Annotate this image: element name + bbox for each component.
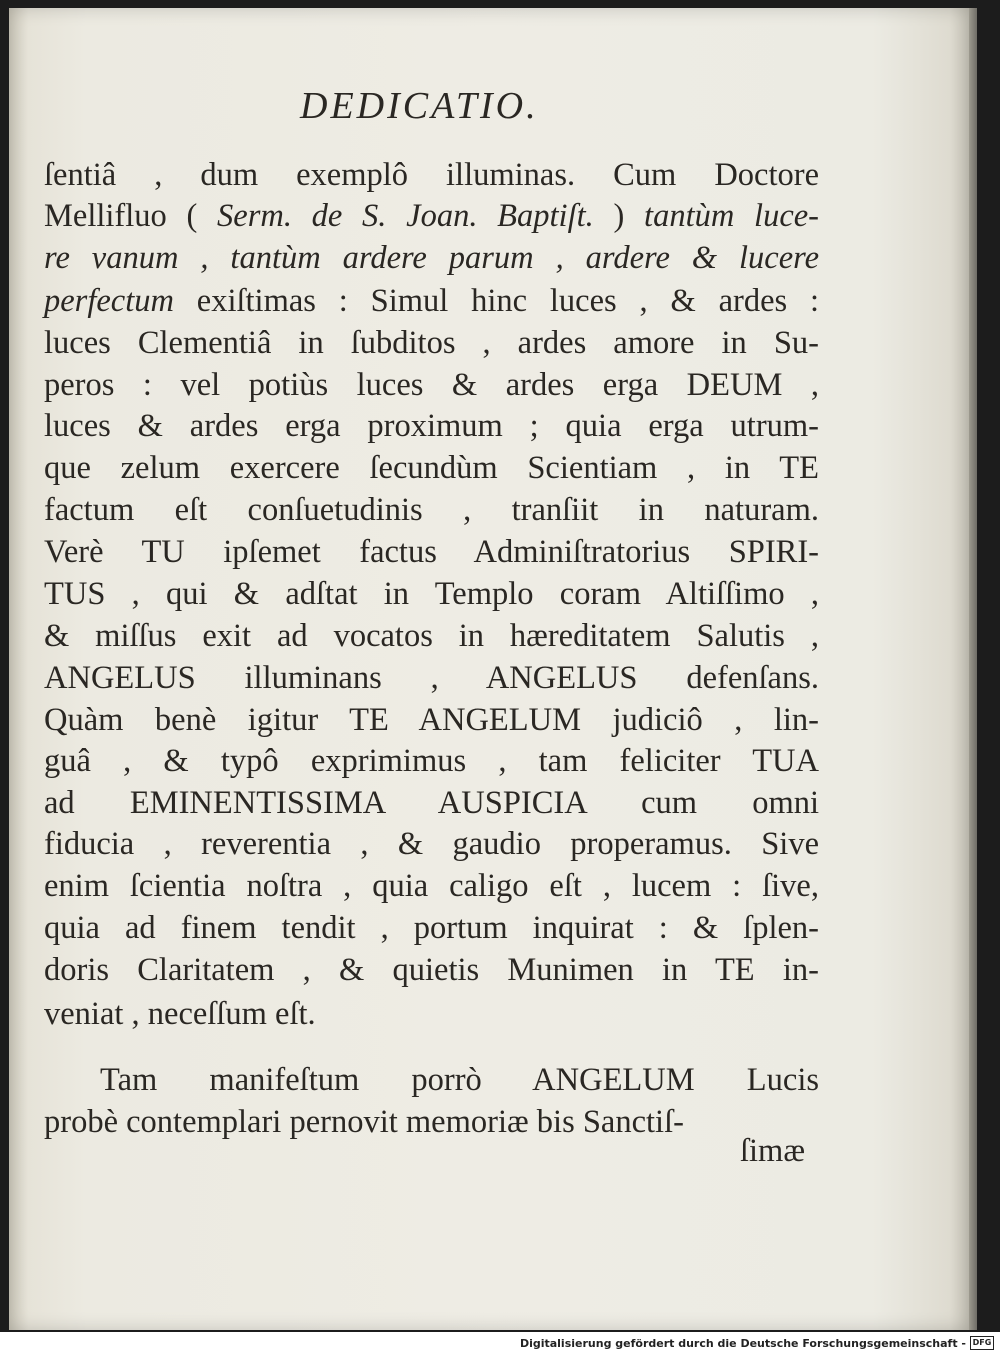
catchword: ſimæ	[740, 1133, 806, 1169]
text-line	[44, 323, 819, 363]
dfg-logo-icon: DFG	[970, 1336, 994, 1350]
text-line	[100, 1060, 819, 1100]
text-line	[44, 532, 819, 572]
text-run: factum eſt conſuetudinis , tranſiit in naturam.	[44, 492, 819, 528]
text-run: enim ſcientia noſtra , quia caligo eſt , lucem : ſive,	[44, 868, 819, 904]
text-line	[44, 196, 819, 236]
text-line	[44, 994, 819, 1034]
footer-credit: Digitalisierung gefördert durch die Deutsche Forschungsgemeinschaft -	[519, 1337, 966, 1350]
text-run: Tam manifeſtum porrò ANGELUM Lucis	[100, 1062, 819, 1098]
text-run: Quàm benè igitur TE ANGELUM judiciô , lin-	[44, 702, 819, 738]
text-line	[44, 1102, 819, 1142]
text-run: ad EMINENTISSIMA AUSPICIA cum omni	[44, 785, 819, 821]
italic-run: tantùm luce-	[644, 198, 819, 234]
text-run: doris Claritatem , & quietis Munimen in TE in-	[44, 952, 819, 988]
text-line	[44, 616, 819, 656]
text-line	[44, 365, 819, 405]
italic-run: perfectum	[44, 283, 174, 319]
text-line	[44, 574, 819, 614]
page-edge	[969, 8, 977, 1330]
text-line	[44, 238, 819, 278]
text-run: ANGELUS illuminans , ANGELUS defenſans.	[44, 660, 819, 696]
text-line	[44, 406, 819, 446]
text-line	[44, 155, 819, 195]
text-line	[44, 866, 819, 906]
footer	[0, 1332, 1000, 1356]
text-run: )	[593, 198, 645, 234]
text-line	[44, 700, 819, 740]
text-run: que zelum exercere ſecundùm Scientiam , in TE	[44, 450, 819, 486]
italic-run: re vanum , tantùm ardere parum , ardere & lucere	[44, 240, 819, 276]
text-run: Verè TU ipſemet factus Adminiſtratorius SPIRI-	[44, 534, 819, 570]
text-run: Mellifluo (	[44, 198, 218, 234]
italic-run: Serm. de S. Joan. Baptiſt.	[217, 198, 594, 234]
text-line	[44, 950, 819, 990]
text-line	[44, 281, 819, 321]
text-run: quia ad finem tendit , portum inquirat : & ſplen-	[44, 910, 819, 946]
text-run: guâ , & typô exprimimus , tam feliciter TUA	[44, 743, 819, 779]
text-line	[44, 741, 819, 781]
text-line	[44, 490, 819, 530]
text-run: exiſtimas : Simul hinc luces , & ardes :	[173, 283, 819, 319]
text-line	[44, 658, 819, 698]
text-run: luces & ardes erga proximum ; quia erga utrum-	[44, 408, 819, 444]
text-line	[44, 783, 819, 823]
text-line	[44, 448, 819, 488]
text-run: veniat , neceſſum eſt.	[44, 996, 316, 1032]
text-run: fiducia , reverentia , & gaudio properamus. Sive	[44, 826, 819, 862]
text-run: ſentiâ , dum exemplô illuminas. Cum Doctore	[44, 157, 819, 193]
text-run: peros : vel potiùs luces & ardes erga DEUM ,	[44, 367, 819, 403]
text-line	[44, 908, 819, 948]
text-line	[44, 824, 819, 864]
running-head: DEDICATIO.	[300, 85, 539, 127]
text-run: & miſſus exit ad vocatos in hæreditatem Salutis ,	[44, 618, 819, 654]
text-run: probè contemplari pernovit memoriæ bis Sanctiſ-	[44, 1104, 684, 1140]
text-run: luces Clementiâ in ſubditos , ardes amore in Su-	[44, 325, 819, 361]
text-run: TUS , qui & adſtat in Templo coram Altiſſimo ,	[44, 576, 819, 612]
